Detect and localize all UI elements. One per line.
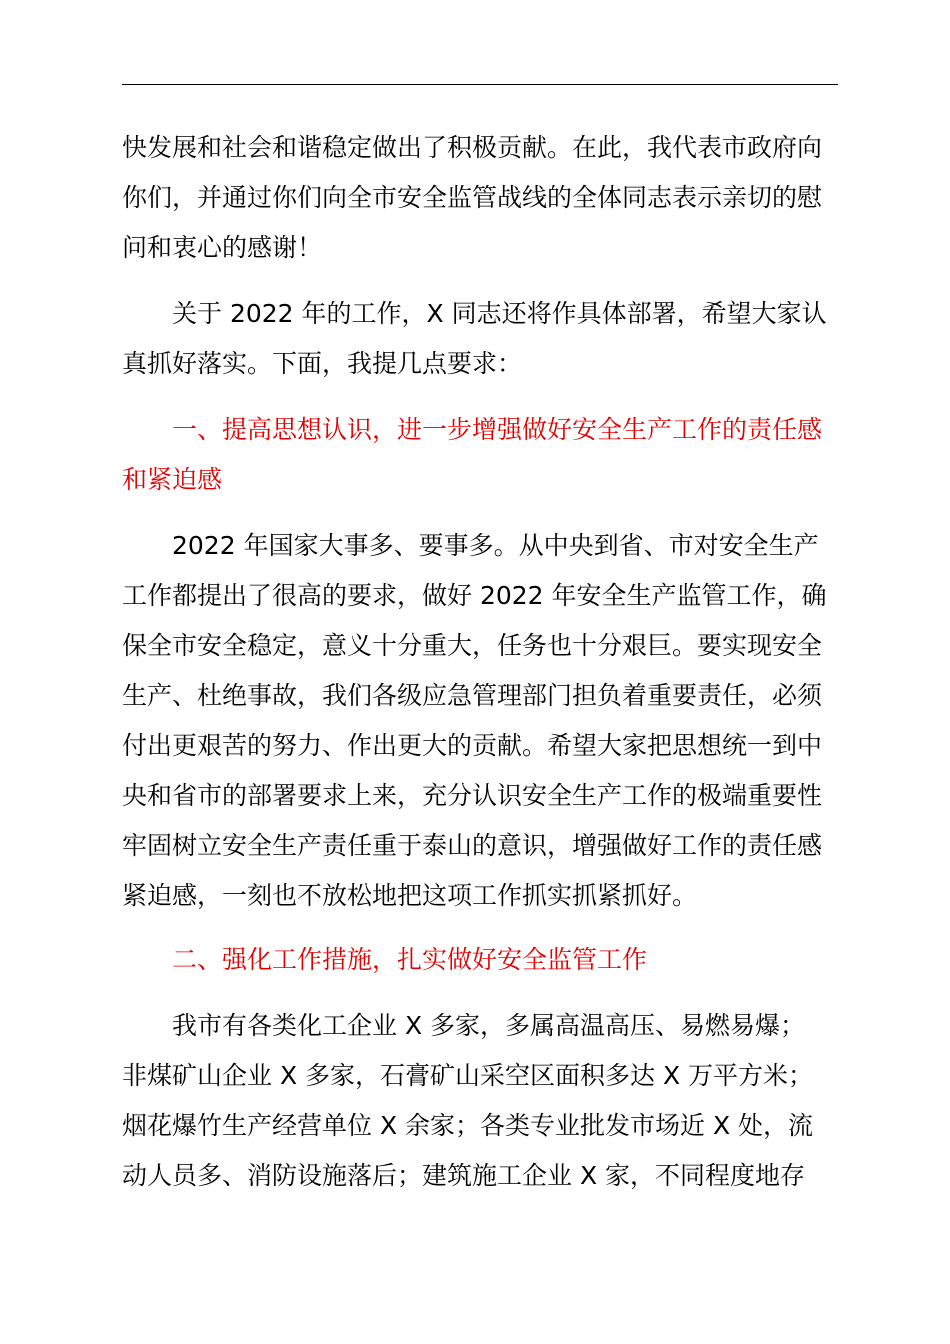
paragraph-2 bbox=[122, 289, 838, 389]
section-heading-1 bbox=[122, 405, 838, 505]
text-line: 非煤矿山企业 X 多家，石膏矿山采空区面积多达 X 万平方米； bbox=[122, 1061, 814, 1090]
text-line: 我市有各类化工企业 X 多家，多属高温高压、易燃易爆； bbox=[172, 1011, 806, 1040]
text-line: 生产、杜绝事故，我们各级应急管理部门担负着重要责任，必须 bbox=[122, 681, 823, 710]
text-line: 快发展和社会和谐稳定做出了积极贡献。在此，我代表市政府向 bbox=[122, 133, 823, 162]
text-line: 你们，并通过你们向全市安全监管战线的全体同志表示亲切的慰 bbox=[122, 183, 823, 212]
text-line: 动人员多、消防设施落后；建筑施工企业 X 家，不同程度地存 bbox=[122, 1161, 806, 1190]
heading-line: 和紧迫感 bbox=[122, 465, 223, 494]
text-line: 付出更艰苦的努力、作出更大的贡献。希望大家把思想统一到中 bbox=[122, 731, 823, 760]
text-line: 2022 年国家大事多、要事多。从中央到省、市对安全生产 bbox=[172, 531, 819, 560]
text-line: 真抓好落实。下面，我提几点要求： bbox=[122, 349, 523, 378]
heading-line: 二、强化工作措施，扎实做好安全监管工作 bbox=[172, 945, 648, 974]
section-heading-2 bbox=[122, 935, 838, 985]
paragraph-4 bbox=[122, 1001, 838, 1201]
text-line: 央和省市的部署要求上来，充分认识安全生产工作的极端重要性 bbox=[122, 781, 823, 810]
paragraph-1 bbox=[122, 123, 838, 273]
text-line: 紧迫感，一刻也不放松地把这项工作抓实抓紧抓好。 bbox=[122, 881, 698, 910]
text-line: 问和衷心的感谢！ bbox=[122, 233, 323, 262]
paragraph-3 bbox=[122, 521, 838, 921]
text-line: 烟花爆竹生产经营单位 X 余家；各类专业批发市场近 X 处，流 bbox=[122, 1111, 814, 1140]
heading-line: 一、提高思想认识，进一步增强做好安全生产工作的责任感 bbox=[172, 415, 823, 444]
text-line: 牢固树立安全生产责任重于泰山的意识，增强做好工作的责任感 bbox=[122, 831, 823, 860]
text-line: 工作都提出了很高的要求，做好 2022 年安全生产监管工作，确 bbox=[122, 581, 827, 610]
text-line: 保全市安全稳定，意义十分重大，任务也十分艰巨。要实现安全 bbox=[122, 631, 823, 660]
text-line: 关于 2022 年的工作，X 同志还将作具体部署，希望大家认 bbox=[172, 299, 827, 328]
header-rule bbox=[122, 84, 838, 85]
